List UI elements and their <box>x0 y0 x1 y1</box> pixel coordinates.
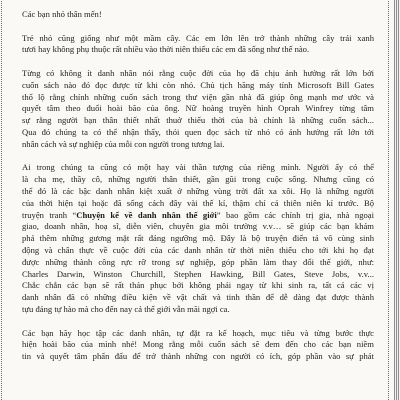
greeting: Các bạn nhỏ thân mến! <box>22 9 102 19</box>
text-line: thể đó là các bậc danh nhân kiệt xuất ở những vùng trời đất xa xôi. Họ là những người <box>22 185 374 196</box>
book-series-title: Chuyện kể về danh nhân thế giới <box>76 209 217 220</box>
text-line: giao, doanh nhân, hoạ sĩ, diễn viên, chuyên gia môi trường v.v… sẽ giúp các bạn khám <box>22 221 374 232</box>
text-line: sự rằng người bạn thân thiết nhất thuở thiếu thời của bà chính là những cuốn sách... <box>22 115 374 126</box>
text-line: nhân cách và sự nghiệp của mỗi con người trong tương lai. <box>22 138 225 149</box>
text-line: thổ lộ rằng chính những cuốn sách trong thư viện gần nhà đã giúp ông mạnh mơ ước và <box>22 91 374 102</box>
text-line: động và chân thực về cuộc đời của các danh nhân từ thời niên thiếu cho tới khi họ đạt <box>22 244 374 255</box>
text-line: Charles Darwin, Winston Churchill, Stephen Hawking, Bill Gates, Steve Jobs, v.v... <box>22 268 374 279</box>
text-line: Ai trong chúng ta cũng có một hay vài thần tượng của riêng mình. Người ấy có thể <box>22 162 374 173</box>
text-line: cuốn sách nào đó đọc được từ khi còn nhỏ. Chủ tịch hãng máy tính Microsoft Bill Gates <box>22 79 374 90</box>
page-text <box>22 9 374 363</box>
text-line: hiện hoài bão của mình nhé! Mong rằng mỗi cuốn sách sẽ đem đến cho các bạn niềm <box>22 339 374 350</box>
text-line: Chắc chắn các bạn sẽ rất thán phục bởi không phải ngay từ khi sinh ra, tất cả các vị <box>22 280 374 291</box>
text-line: là cha mẹ, thầy cô, những người thân thiết, gần gũi trong cuộc sống. Nhưng cũng có <box>22 174 374 185</box>
text-line: Qua đó chúng ta có thể nhận thấy, thói quen đọc sách từ nhỏ có ảnh hưởng rất lớn tới <box>22 126 374 137</box>
text-line: quyết tâm theo đuổi hoài bão của ông. Nữ hoàng truyền hình Oprah Winfrey từng tâm <box>22 103 374 114</box>
text-line-with-book-title: truyện tranh “Chuyện kể về danh nhân thế giới” bao gồm các chính trị gia, nhà ngoại <box>22 209 374 220</box>
text-line: tin và quyết tâm phấn đấu để trở thành những con người có ích, góp phần vào sự phát <box>22 351 374 362</box>
paragraph-2 <box>22 68 374 151</box>
paragraph-1 <box>22 33 374 57</box>
text-line: Các bạn hãy học tập các danh nhân, tự đặt ra kế hoạch, mục tiêu và từng bước thực <box>22 327 374 338</box>
paragraph-4 <box>22 328 374 363</box>
page-edge-shadow <box>394 0 400 400</box>
text-line: danh nhân đã có những điều kiện về vật chất và tinh thần để dễ dàng đạt được thành <box>22 292 374 303</box>
text-line: phá thêm những gương mặt rất đáng ngưỡng mộ. Đây là bộ truyện điển tả vô cùng sinh <box>22 233 374 244</box>
text-line: Từng có không ít danh nhân nói rằng cuộc đời của họ đã chịu ảnh hưởng rất lớn bởi <box>22 67 374 78</box>
text-line: được những thành công rực rỡ trong sự nghiệp, góp phần làm thay đổi thế giới, như: <box>22 256 374 267</box>
text-line: tươi hay không phụ thuộc rất nhiều vào thời niên thiếu các em đã sống như thế nào. <box>22 44 310 55</box>
text-line: của thời hiện tại hoặc đã sống cách đây vài thế kỉ, thậm chí cả thiên niên kỉ trước. Bộ <box>22 197 374 208</box>
text-line: Trẻ nhỏ cũng giống như một mầm cây. Các em lớn lên trở thành những cây trái xanh <box>22 32 374 43</box>
text-line: tựu đáng tự hào mà cho đến nay cả thế giới vẫn mãi ngợi ca. <box>22 303 230 314</box>
paragraph-3 <box>22 162 374 315</box>
